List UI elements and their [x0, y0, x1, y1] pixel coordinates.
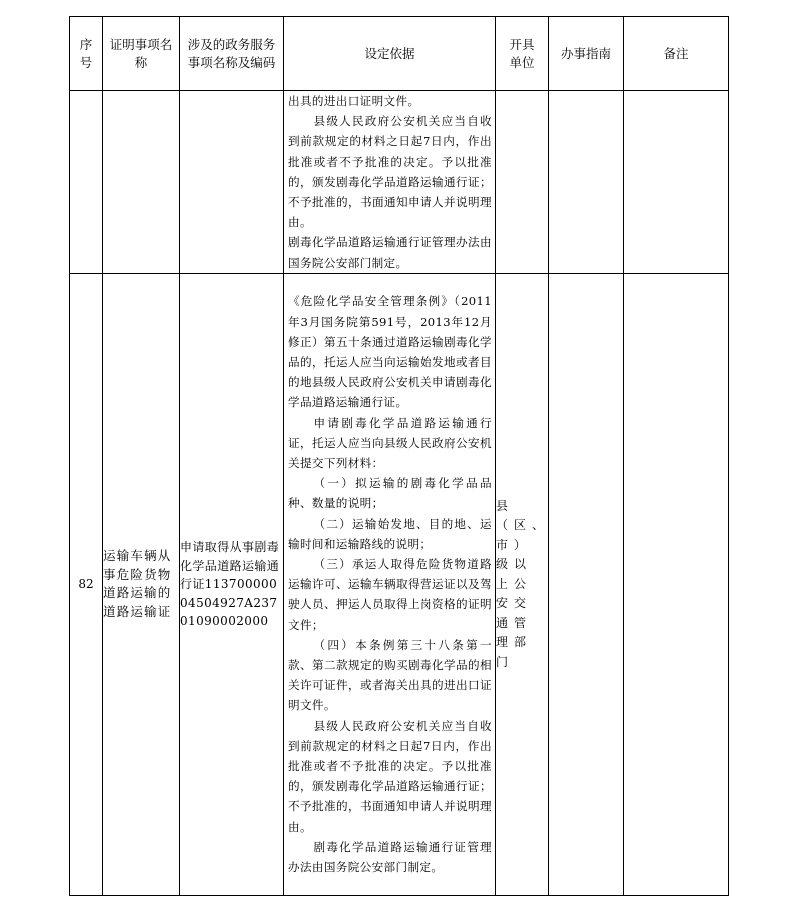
cell-note	[624, 273, 729, 895]
header-name: 证明事项名称	[103, 17, 180, 91]
basis-paragraph: 剧毒化学品道路运输通行证管理办法由国务院公安部门制定。	[288, 839, 492, 875]
basis-paragraph: （四）本条例第三十八条第一款、第二款规定的购买剧毒化学品的相关许可证件，或者海关出具的进出口证明文件。	[288, 637, 492, 713]
basis-paragraph: （三）承运人取得危险货物道路运输许可、运输车辆取得营运证以及驾驶人员、押运人员取得上岗资格的证明文件；	[288, 557, 492, 632]
basis-paragraph: 剧毒化学品道路运输通行证管理办法由国务院公安部门制定。	[288, 235, 492, 270]
header-row	[70, 17, 729, 91]
cell-name	[103, 91, 180, 274]
header-seq: 序号	[70, 17, 103, 91]
cell-item: 申请取得从事剧毒化学品道路运输通行证11370000004504927A23701090002000	[180, 273, 284, 895]
table-row-82	[70, 273, 729, 895]
cell-guide	[549, 91, 624, 274]
header-basis: 设定依据	[284, 17, 496, 91]
cell-guide	[549, 273, 624, 895]
basis-paragraph: 《危险化学品安全管理条例》（2011年3月国务院第591号，2013年12月修正）第五十条通过道路运输剧毒化学品的，托运人应当向运输始发地或者目的地县级人民政府公安机关申请剧毒化学品道路运输通行证。	[288, 294, 492, 410]
header-note: 备注	[624, 17, 729, 91]
cell-seq: 82	[70, 273, 103, 895]
basis-paragraph: （一）拟运输的剧毒化学品品种、数量的说明；	[288, 476, 492, 511]
cell-basis	[284, 91, 496, 274]
table-row-continued	[70, 91, 729, 274]
header-unit: 开具单位	[496, 17, 549, 91]
basis-paragraph: 出具的进出口证明文件。	[288, 94, 420, 108]
cell-note	[624, 91, 729, 274]
header-guide: 办事指南	[549, 17, 624, 91]
cell-name: 运输车辆从事危险货物道路运输的道路运输证	[103, 273, 180, 895]
basis-paragraph: （二）运输始发地、目的地、运输时间和运输路线的说明；	[288, 516, 492, 551]
cell-basis	[284, 273, 496, 895]
basis-paragraph: 申请剧毒化学品道路运输通行证，托运人应当向县级人民政府公安机关提交下列材料：	[288, 415, 492, 470]
cell-item	[180, 91, 284, 274]
license-table	[69, 16, 729, 896]
basis-paragraph: 县级人民政府公安机关应当自收到前款规定的材料之日起7日内，作出批准或者不予批准的决定。予以批准的，颁发剧毒化学品道路运输通行证；不予批准的，书面通知申请人并说明理由。	[288, 114, 492, 230]
header-item: 涉及的政务服务事项名称及编码	[180, 17, 284, 91]
cell-unit: 县（区、市）级以上公安交通管理部门	[496, 273, 549, 895]
cell-unit	[496, 91, 549, 274]
basis-paragraph: 县级人民政府公安机关应当自收到前款规定的材料之日起7日内，作出批准或者不予批准的决定。予以批准的，颁发剧毒化学品道路运输通行证；不予批准的，书面通知申请人并说明理由。	[288, 718, 492, 834]
cell-seq	[70, 91, 103, 274]
